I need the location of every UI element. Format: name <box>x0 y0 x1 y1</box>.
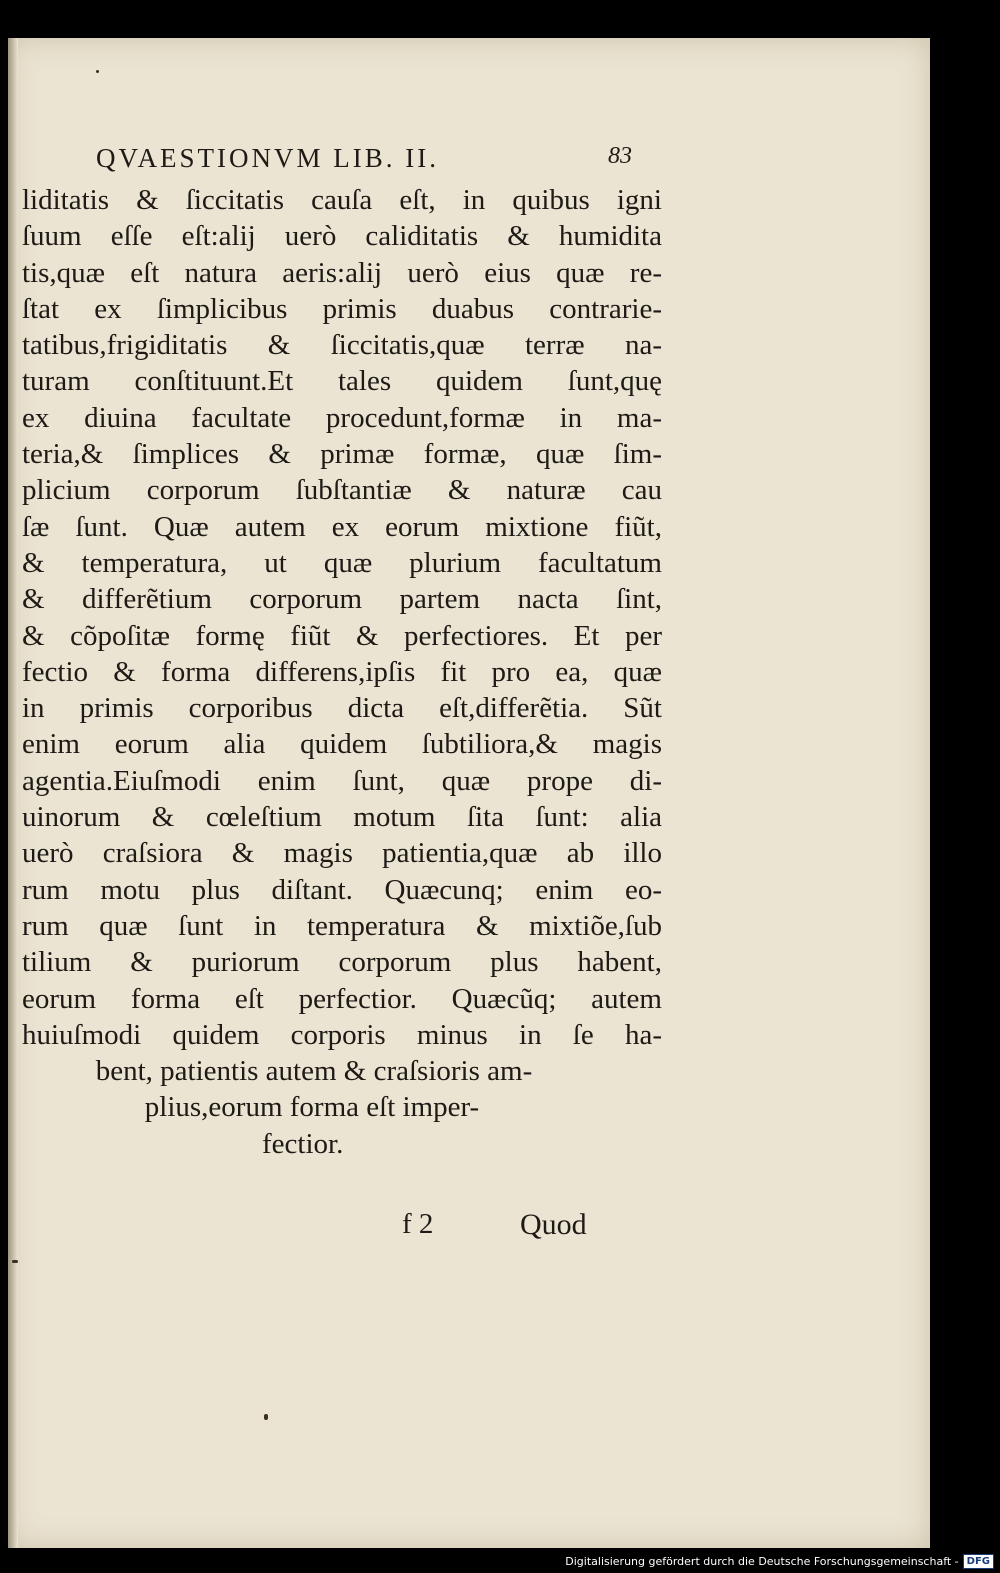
text-line: & differẽtium corporum partem nacta ſint, <box>22 583 662 616</box>
page-gutter-shadow <box>8 38 18 1548</box>
text-line: huiuſmodi quidem corporis minus in ſe ha- <box>22 1018 662 1051</box>
text-line: eorum forma eſt perfectior. Quæcũq; autem <box>22 982 662 1015</box>
text-line: tis,quæ eſt natura aeris:alij uerò eius quæ re- <box>22 256 662 289</box>
folio-number: 83 <box>608 143 632 169</box>
running-head: QVAESTIONVM LIB. II. <box>96 143 439 173</box>
ink-speck <box>96 70 99 73</box>
text-line: rum motu plus diſtant. Quæcunq; enim eo- <box>22 873 662 906</box>
text-line: turam conſtituunt.Et tales quidem ſunt,quę <box>22 365 662 398</box>
text-line: plius,eorum forma eſt imper- <box>144 1091 480 1124</box>
footer-text: Digitalisierung gefördert durch die Deutsche Forschungsgemeinschaft - <box>565 1554 959 1568</box>
text-line: uinorum & cœleſtium motum ſita ſunt: alia <box>22 801 662 834</box>
text-line: in primis corporibus dicta eſt,differẽtia. Sũt <box>22 692 662 725</box>
body-text <box>22 182 662 1162</box>
text-line: ſtat ex ſimplicibus primis duabus contrarie- <box>22 292 662 325</box>
book-page <box>8 38 930 1548</box>
text-line: tatibus,frigiditatis & ſiccitatis,quæ terræ na- <box>22 329 662 362</box>
text-line: bent, patientis autem & craſsioris am- <box>95 1055 533 1088</box>
text-line: ex diuina facultate procedunt,formæ in ma- <box>22 401 662 434</box>
text-line: & cõpoſitæ formę fiũt & perfectiores. Et per <box>22 619 662 652</box>
dfg-logo: DFG <box>963 1554 994 1569</box>
catchword: Quod <box>520 1208 587 1241</box>
text-line: fectio & forma differens,ipſis fit pro ea, quæ <box>22 655 662 688</box>
text-line: uerò craſsiora & magis patientia,quæ ab illo <box>22 837 662 870</box>
text-line: ſuum eſſe eſt:alij uerò caliditatis & humidita <box>22 220 662 253</box>
ink-speck <box>264 1414 268 1420</box>
text-line: fectior. <box>262 1127 344 1160</box>
digitization-credit <box>565 1553 994 1569</box>
text-line: liditatis & ſiccitatis cauſa eſt, in quibus igni <box>22 184 662 216</box>
text-line: rum quæ ſunt in temperatura & mixtiõe,ſub <box>22 909 662 942</box>
ink-speck <box>12 1260 18 1263</box>
signature-mark: f 2 <box>402 1208 434 1240</box>
text-line: plicium corporum ſubſtantiæ & naturæ cau <box>22 474 662 507</box>
text-line: ſæ ſunt. Quæ autem ex eorum mixtione fiũt, <box>22 510 662 543</box>
text-line: enim eorum alia quidem ſubtiliora,& magis <box>22 728 662 761</box>
text-line: agentia.Eiuſmodi enim ſunt, quæ prope di- <box>22 764 662 797</box>
text-line: tilium & puriorum corporum plus habent, <box>22 946 662 979</box>
text-line: teria,& ſimplices & primæ formæ, quæ ſim- <box>22 438 662 471</box>
text-line: & temperatura, ut quæ plurium facultatum <box>22 546 662 579</box>
